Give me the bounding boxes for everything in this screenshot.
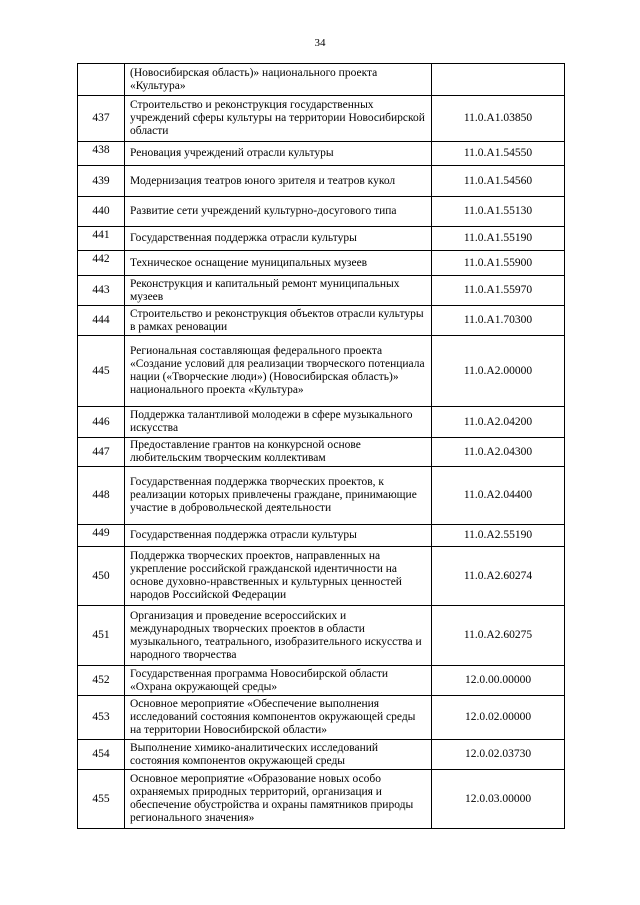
budget-classification-table — [77, 63, 565, 829]
table-row — [78, 525, 565, 547]
row-code-cell: 11.0.А2.04300 — [432, 438, 565, 467]
row-number-cell: 441 — [78, 227, 125, 251]
row-number-cell: 438 — [78, 142, 125, 166]
row-number-cell: 449 — [78, 525, 125, 547]
row-code-cell: 11.0.А2.60274 — [432, 547, 565, 606]
row-name-cell: Региональная составляющая федерального проекта «Создание условий для реализации творческого потенциала нации («Творческие люди») (Новосибирская область)» национального проекта «Культура» — [125, 336, 432, 407]
table-row — [78, 336, 565, 407]
row-code-cell: 11.0.А1.03850 — [432, 96, 565, 142]
row-name-cell: Развитие сети учреждений культурно-досугового типа — [125, 197, 432, 227]
row-number-cell: 440 — [78, 197, 125, 227]
row-name-cell: Государственная программа Новосибирской области «Охрана окружающей среды» — [125, 666, 432, 696]
page-number: 34 — [314, 37, 326, 49]
row-code-cell: 11.0.А1.54550 — [432, 142, 565, 166]
row-number-cell: 450 — [78, 547, 125, 606]
row-name-cell: Модернизация театров юного зрителя и театров кукол — [125, 166, 432, 197]
table-row — [78, 606, 565, 666]
row-code-cell: 12.0.00.00000 — [432, 666, 565, 696]
row-number-cell: 444 — [78, 306, 125, 336]
row-name-cell: Строительство и реконструкция государственных учреждений сферы культуры на территории Новосибирской области — [125, 96, 432, 142]
row-code-cell: 11.0.А2.55190 — [432, 525, 565, 547]
row-name-cell: Основное мероприятие «Обеспечение выполнения исследований состояния компонентов окружающей среды на территории Новосибирской области» — [125, 696, 432, 740]
table-row — [78, 197, 565, 227]
table-row — [78, 438, 565, 467]
row-name-cell: Государственная поддержка отрасли культуры — [125, 227, 432, 251]
table-row — [78, 770, 565, 829]
row-name-cell: Реновация учреждений отрасли культуры — [125, 142, 432, 166]
table-row — [78, 276, 565, 306]
table-row — [78, 227, 565, 251]
table-row — [78, 740, 565, 770]
row-code-cell: 12.0.02.00000 — [432, 696, 565, 740]
table-row — [78, 96, 565, 142]
row-code-cell: 12.0.02.03730 — [432, 740, 565, 770]
row-code-cell: 11.0.А1.54560 — [432, 166, 565, 197]
row-number-cell: 443 — [78, 276, 125, 306]
row-name-cell: Реконструкция и капитальный ремонт муниципальных музеев — [125, 276, 432, 306]
row-code-cell — [432, 64, 565, 96]
row-number-cell: 452 — [78, 666, 125, 696]
row-number-cell: 445 — [78, 336, 125, 407]
row-number-cell: 454 — [78, 740, 125, 770]
row-number-cell: 451 — [78, 606, 125, 666]
row-code-cell: 11.0.А2.00000 — [432, 336, 565, 407]
row-name-cell: Выполнение химико-аналитических исследований состояния компонентов окружающей среды — [125, 740, 432, 770]
row-name-cell: (Новосибирская область)» национального проекта «Культура» — [125, 64, 432, 96]
row-number-cell: 447 — [78, 438, 125, 467]
row-code-cell: 11.0.А1.55130 — [432, 197, 565, 227]
row-code-cell: 12.0.03.00000 — [432, 770, 565, 829]
row-name-cell: Поддержка талантливой молодежи в сфере музыкального искусства — [125, 407, 432, 438]
row-number-cell: 448 — [78, 467, 125, 525]
row-number-cell: 446 — [78, 407, 125, 438]
row-code-cell: 11.0.А2.60275 — [432, 606, 565, 666]
row-number-cell: 442 — [78, 251, 125, 276]
row-number-cell: 439 — [78, 166, 125, 197]
row-name-cell: Строительство и реконструкция объектов отрасли культуры в рамках реновации — [125, 306, 432, 336]
row-number-cell: 437 — [78, 96, 125, 142]
table-row — [78, 64, 565, 96]
row-number-cell: 455 — [78, 770, 125, 829]
row-code-cell: 11.0.А1.55970 — [432, 276, 565, 306]
row-name-cell: Государственная поддержка отрасли культуры — [125, 525, 432, 547]
row-code-cell: 11.0.А2.04200 — [432, 407, 565, 438]
row-name-cell: Организация и проведение всероссийских и международных творческих проектов в области музыкального, театрального, изобразительного искусства и народного творчества — [125, 606, 432, 666]
table-row — [78, 696, 565, 740]
table-row — [78, 666, 565, 696]
row-name-cell: Техническое оснащение муниципальных музеев — [125, 251, 432, 276]
row-code-cell: 11.0.А2.04400 — [432, 467, 565, 525]
table-body — [78, 64, 565, 829]
row-code-cell: 11.0.А1.70300 — [432, 306, 565, 336]
row-number-cell: 453 — [78, 696, 125, 740]
row-code-cell: 11.0.А1.55190 — [432, 227, 565, 251]
row-name-cell: Предоставление грантов на конкурсной основе любительским творческим коллективам — [125, 438, 432, 467]
table-row — [78, 547, 565, 606]
row-number-cell — [78, 64, 125, 96]
table-row — [78, 407, 565, 438]
row-code-cell: 11.0.А1.55900 — [432, 251, 565, 276]
table-row — [78, 467, 565, 525]
row-name-cell: Государственная поддержка творческих проектов, к реализации которых привлечены граждане, принимающие участие в добровольческой деятельности — [125, 467, 432, 525]
row-name-cell: Поддержка творческих проектов, направленных на укрепление российской гражданской идентичности на основе духовно-нравственных и культурных ценностей народов Российской Федерации — [125, 547, 432, 606]
row-name-cell: Основное мероприятие «Образование новых особо охраняемых природных территорий, организация и обеспечение обустройства и охраны памятников природы регионального значения» — [125, 770, 432, 829]
table-row — [78, 166, 565, 197]
table-row — [78, 306, 565, 336]
table-row — [78, 142, 565, 166]
table-row — [78, 251, 565, 276]
